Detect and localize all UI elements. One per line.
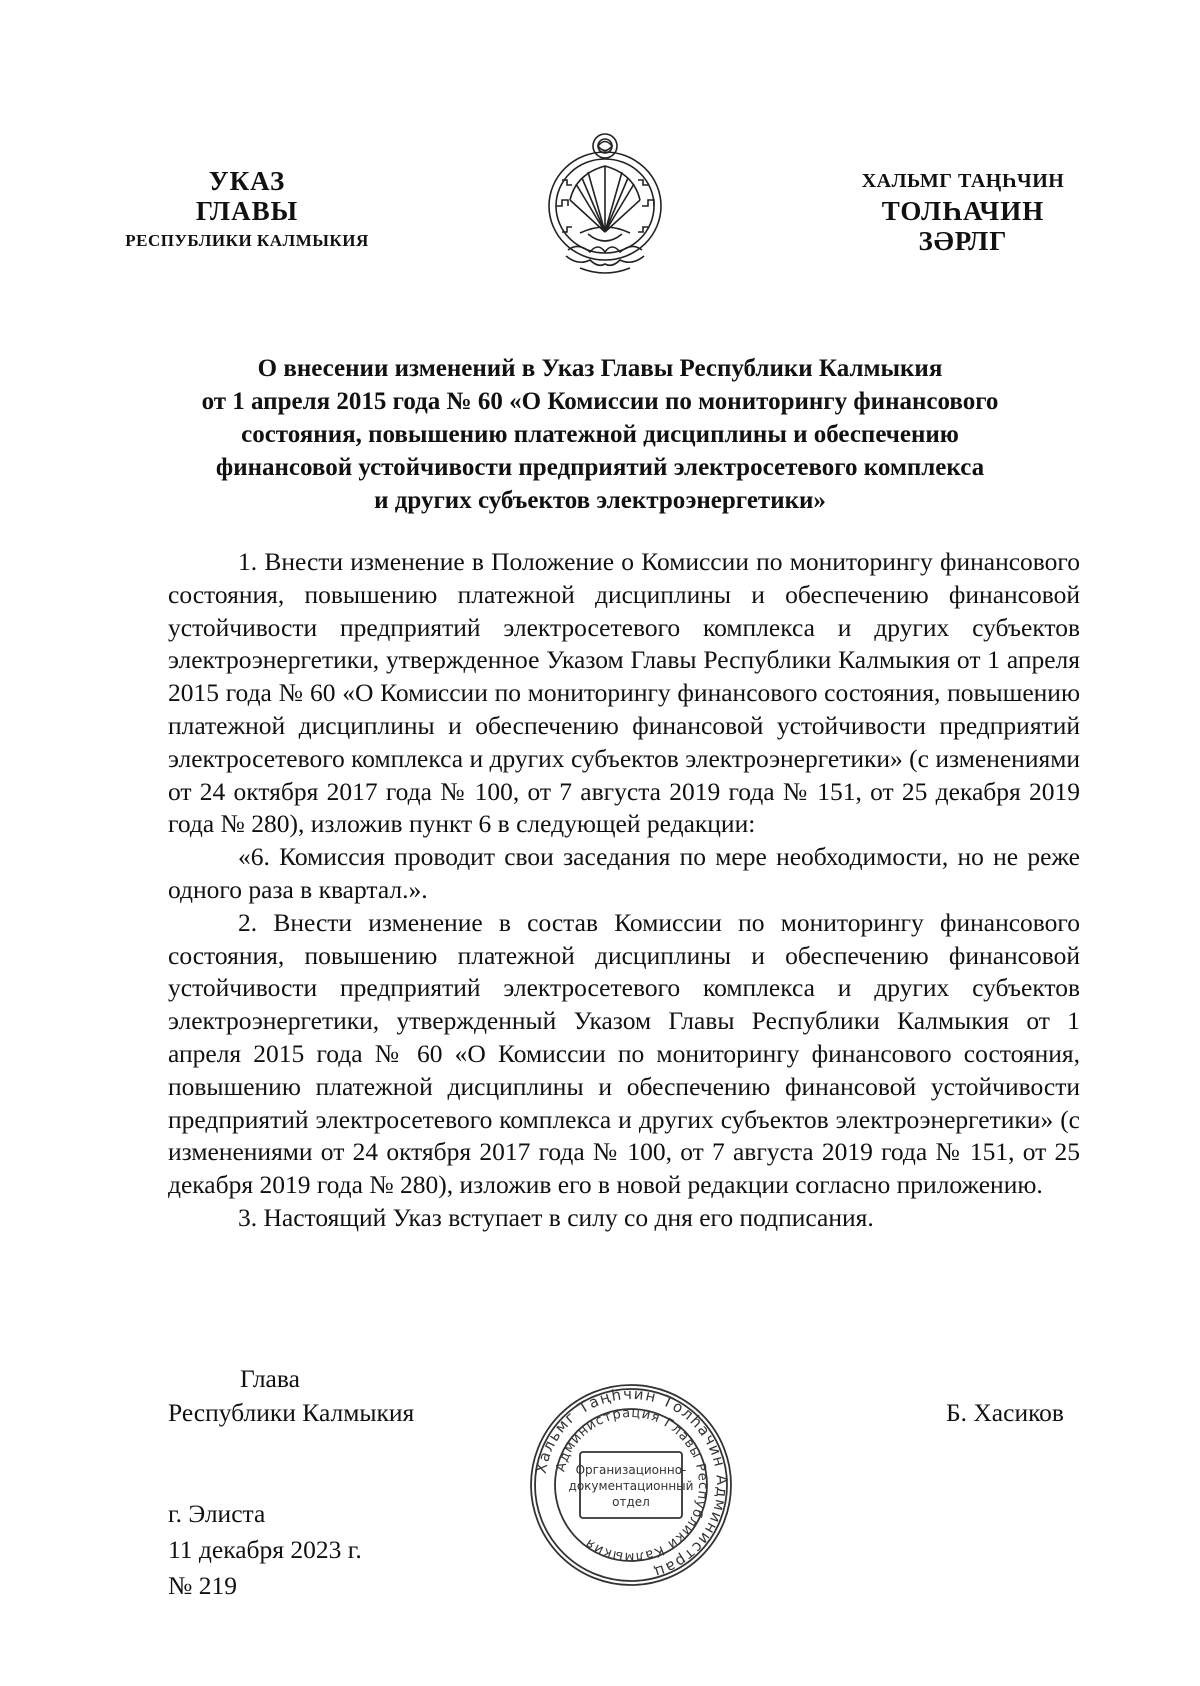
body-paragraph-1: 1. Внести изменение в Положение о Комиссии по мониторингу финансового состояния, повышению платежной дисциплины и обеспечению финансовой устойчивости предприятий электросетевого комплекса и других субъектов электроэнергетики, утвержденное Указом Главы Республики Калмыкия от 1 апреля 2015 года № 60 «О Комиссии по мониторингу финансового состояния, повышению платежной дисциплины и обеспечению финансовой устойчивости предприятий электросетевого комплекса и других субъектов электроэнергетики» (с изменениями от 24 октября 2017 года № 100, от 7 августа 2019 года № 151, от 25 декабря 2019 года № 280), изложив пункт 6 в следующей редакции: xyxy=(168,547,1080,839)
header-left-line3: РЕСПУБЛИКИ КАЛМЫКИЯ xyxy=(125,231,369,250)
svg-text:Хальмг Таңһчин Толһачин Админи: Хальмг Таңһчин Толһачин Администрац xyxy=(531,1384,732,1582)
svg-text:Администрация Главы Республики: Администрация Главы Республики Калмыкия xyxy=(553,1405,711,1565)
official-stamp-icon xyxy=(526,1380,736,1590)
signatory-name: Б. Хасиков xyxy=(946,1398,1064,1427)
title-line: и других субъектов электроэнергетики» xyxy=(374,487,826,514)
title-line: О внесении изменений в Указ Главы Республики Калмыкия xyxy=(257,355,943,382)
decree-title xyxy=(150,352,1050,517)
coat-of-arms-icon xyxy=(540,128,670,278)
body-paragraph-3: 3. Настоящий Указ вступает в силу со дня его подписания. xyxy=(238,1202,874,1232)
header-left xyxy=(92,166,402,256)
header-right-line2: ТОЛҺАЧИН xyxy=(881,196,1045,226)
place-and-date xyxy=(168,1496,362,1604)
decree-date: 11 декабря 2023 г. xyxy=(168,1535,362,1564)
title-line: состояния, повышению платежной дисциплины и обеспечению xyxy=(241,421,959,448)
decree-number: № 219 xyxy=(168,1571,237,1600)
svg-text:Организационно-: Организационно- xyxy=(575,1463,687,1477)
header-left-line2: ГЛАВЫ xyxy=(195,196,299,226)
header-right-line3: ЗӘРЛГ xyxy=(918,226,1008,256)
signatory-position-line2: Республики Калмыкия xyxy=(168,1398,415,1427)
title-line: финансовой устойчивости предприятий электросетевого комплекса xyxy=(215,454,985,481)
svg-text:документационный: документационный xyxy=(568,1479,694,1493)
city: г. Элиста xyxy=(168,1499,266,1528)
header-left-line1: УКАЗ xyxy=(208,166,286,196)
decree-body xyxy=(168,546,1080,1235)
header-right xyxy=(848,166,1078,256)
signatory-position-line1: Глава xyxy=(240,1364,300,1393)
body-paragraph-quote: «6. Комиссия проводит свои заседания по мере необходимости, но не реже одного раза в квартал.». xyxy=(168,842,1080,904)
body-paragraph-2: 2. Внести изменение в состав Комиссии по мониторингу финансового состояния, повышению платежной дисциплины и обеспечению финансовой устойчивости предприятий электросетевого комплекса и других субъектов электроэнергетики, утвержденный Указом Главы Республики Калмыкия от 1 апреля 2015 года № 60 «О Комиссии по мониторингу финансового состояния, повышению платежной дисциплины и обеспечению финансовой устойчивости предприятий электросетевого комплекса и других субъектов электроэнергетики» (с изменениями от 24 октября 2017 года № 100, от 7 августа 2019 года № 151, от 25 декабря 2019 года № 280), изложив его в новой редакции согласно приложению. xyxy=(168,907,1080,1200)
title-line: от 1 апреля 2015 года № 60 «О Комиссии по мониторингу финансового xyxy=(201,388,999,415)
header-right-line1: ХАЛЬМГ ТАҢҺЧИН xyxy=(861,170,1065,192)
signatory-position xyxy=(168,1362,414,1430)
svg-text:отдел: отдел xyxy=(612,1495,650,1509)
